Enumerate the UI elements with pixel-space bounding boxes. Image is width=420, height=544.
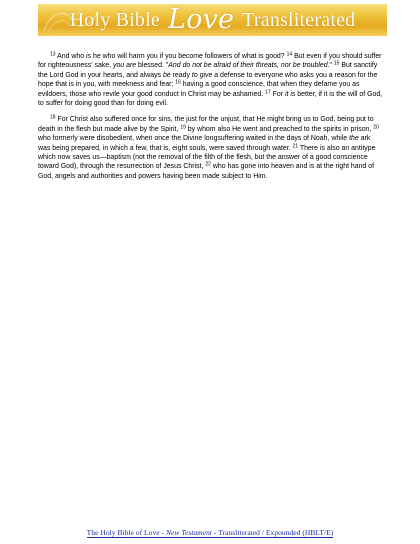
header-title-part1: Holy Bible (69, 8, 160, 31)
verse-number: 20 (373, 124, 379, 131)
verse-text: who formerly were disobedient, when once the Divine longsuffering waited in the days of Noah, while (38, 135, 350, 143)
verse-text: blessed. " (136, 62, 169, 70)
verse-text: But sanctify the Lord God in your hearts, and always (38, 62, 378, 79)
verse-text: And who (55, 53, 87, 60)
verse-text: " (329, 62, 334, 70)
footer-text-part3: - Transliterated / Expounded (HBLT/E) (211, 528, 334, 537)
verse-text: having a good conscience, that when they defame you as evildoers, those who revile your good conduct in Christ may be ashamed. (38, 81, 360, 98)
verse-number: 15 (333, 60, 340, 67)
italic-text: you are (112, 62, 137, 70)
header-banner (38, 4, 387, 36)
scripture-paragraph (38, 115, 384, 181)
header-title-part2: Transliterated (242, 8, 356, 31)
verse-number: 16 (175, 79, 181, 86)
verse-text: by whom also He went and preached to the spirits in prison, (185, 125, 374, 133)
verse-text: For Christ also suffered once for sins, the just for the unjust, that He might bring us to God, being put to death in the flesh but made alive by the Spirit, (38, 116, 374, 133)
verse-text: who has gone into heaven and is at the right hand of God, angels and authorities and powers having been made subject to Him. (38, 163, 375, 180)
footer-link[interactable] (0, 528, 420, 537)
verse-number: 18 (50, 114, 56, 121)
italic-text: to give (191, 71, 213, 79)
verse-text: ark was being prepared, in which a few, that is, eight souls, were saved through water. (38, 135, 371, 152)
verse-number: 22 (205, 161, 211, 168)
italic-text: And do not be afraid of their threats, nor be troubled. (168, 62, 330, 70)
verse-text: But even if you should suffer for righteousness' sake, (38, 53, 382, 70)
verse-number: 21 (292, 143, 299, 150)
verse-number: 13 (50, 51, 56, 58)
swirl-ornament-icon (42, 6, 102, 34)
scripture-text (38, 52, 384, 188)
scripture-paragraph (38, 52, 384, 108)
italic-text: it is (284, 90, 296, 98)
footer-text-part1: The Holy Bible of Love - (86, 528, 166, 537)
italic-text: be (162, 71, 171, 79)
verse-text: a defense to everyone who asks you a reason for the hope that is in you, with meekness and fear; (38, 71, 378, 89)
verse-text: he who will harm you if you become followers of what is good? (91, 53, 287, 60)
italic-text: the (349, 135, 359, 143)
verse-number: 17 (265, 89, 271, 96)
italic-text: is (86, 53, 92, 60)
verse-text: There is also an antitype which now saves us—baptism (not the removal of the filth of the flesh, but the answer of a good conscience toward God), through the resurrection of Jesus Christ, (38, 144, 376, 171)
footer-text-part2: New Testament (165, 528, 212, 537)
header-title-script: Love (167, 3, 235, 35)
verse-number: 14 (286, 51, 293, 58)
verse-text: ready (170, 71, 192, 79)
verse-text: better, if it is the will of God, to suffer for doing good than for doing evil. (38, 90, 383, 108)
verse-number: 19 (180, 124, 186, 131)
verse-text: For (270, 90, 285, 98)
